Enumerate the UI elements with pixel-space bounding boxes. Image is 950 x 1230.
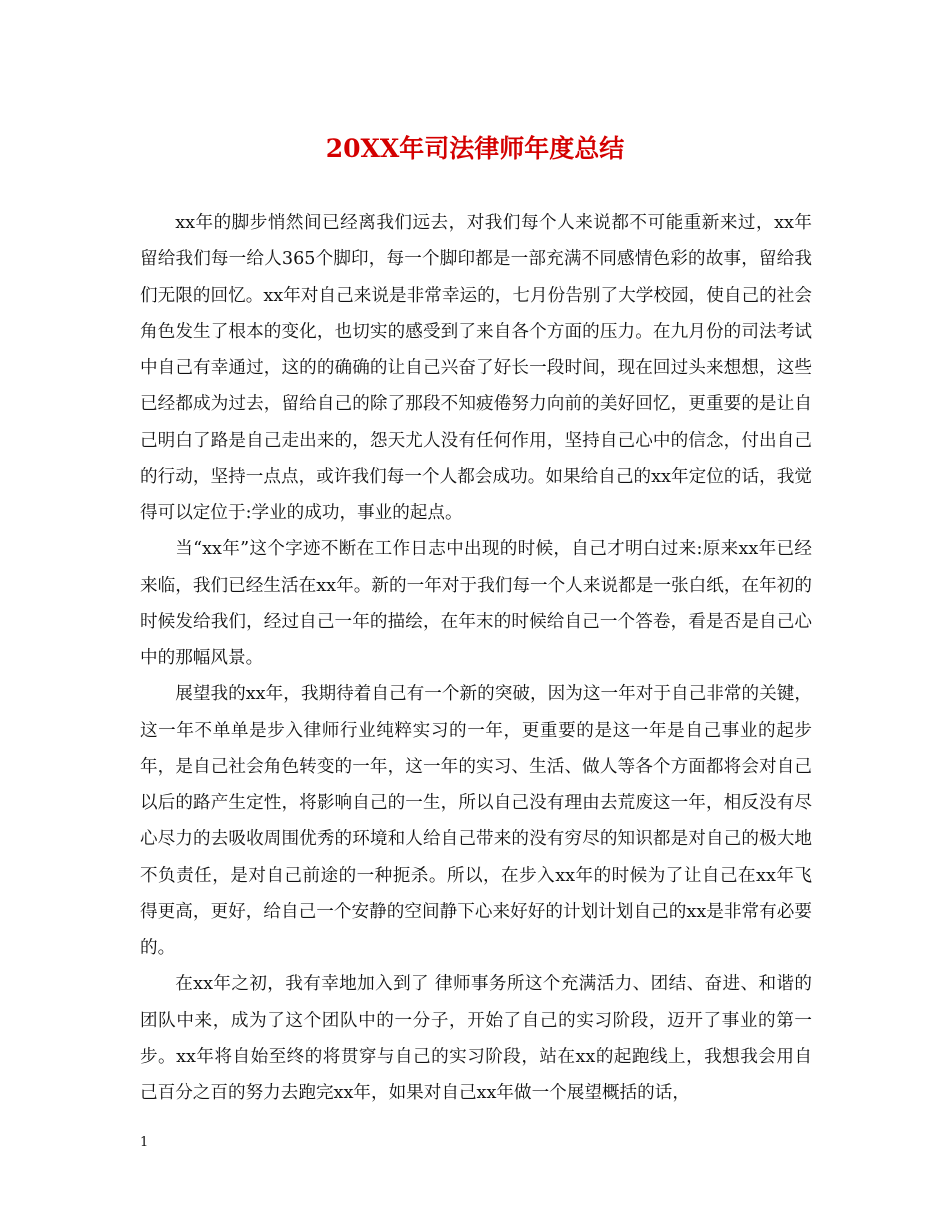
document-title: 20XX年司法律师年度总结 (325, 134, 625, 163)
document-body (140, 205, 812, 1111)
paragraph-4: 在xx年之初，我有幸地加入到了 律师事务所这个充满活力、团结、奋进、和谐的团队中来，成为了这个团队中的一分子，开始了自己的实习阶段，迈开了事业的第一步。xx年将自始至终的将贯穿与自己的实习阶段，站在xx的起跑线上，我想我会用自己百分之百的努力去跑完xx年，如果对自己xx年做一个展望概括的话， (140, 974, 812, 1103)
paragraph-3: 展望我的xx年，我期待着自己有一个新的突破，因为这一年对于自己非常的关键，这一年不单单是步入律师行业纯粹实习的一年，更重要的是这一年是自己事业的起步年，是自己社会角色转变的一年，这一年的实习、生活、做人等各个方面都将会对自己以后的路产生定性，将影响自己的一生，所以自己没有理由去荒废这一年，相反没有尽心尽力的去吸收周围优秀的环境和人给自己带来的没有穷尽的知识都是对自己的极大地不负责任，是对自己前途的一种扼杀。所以，在步入xx年的时候为了让自己在xx年飞得更高，更好，给自己一个安静的空间静下心来好好的计划计划自己的xx是非常有必要的。 (140, 684, 812, 958)
paragraph-1: xx年的脚步悄然间已经离我们远去，对我们每个人来说都不可能重新来过，xx年留给我们每一给人365个脚印，每一个脚印都是一部充满不同感情色彩的故事，留给我们无限的回忆。xx年对自己来说是非常幸运的，七月份告别了大学校园，使自己的社会角色发生了根本的变化，也切实的感受到了来自各个方面的压力。在九月份的司法考试中自己有幸通过，这的的确确的让自己兴奋了好长一段时间，现在回过头来想想，这些已经都成为过去，留给自己的除了那段不知疲倦努力向前的美好回忆，更重要的是让自己明白了路是自己走出来的，怨天尤人没有任何作用，坚持自己心中的信念，付出自己的行动，坚持一点点，或许我们每一个人都会成功。如果给自己的xx年定位的话，我觉得可以定位于:学业的成功，事业的起点。 (140, 213, 812, 523)
paragraph-2: 当“xx年”这个字迹不断在工作日志中出现的时候，自己才明白过来:原来xx年已经来临，我们已经生活在xx年。新的一年对于我们每一个人来说都是一张白纸，在年初的时候发给我们，经过自己一年的描绘，在年末的时候给自己一个答卷，看是否是自己心中的那幅风景。 (140, 539, 812, 668)
page-number: 1 (140, 1135, 149, 1150)
